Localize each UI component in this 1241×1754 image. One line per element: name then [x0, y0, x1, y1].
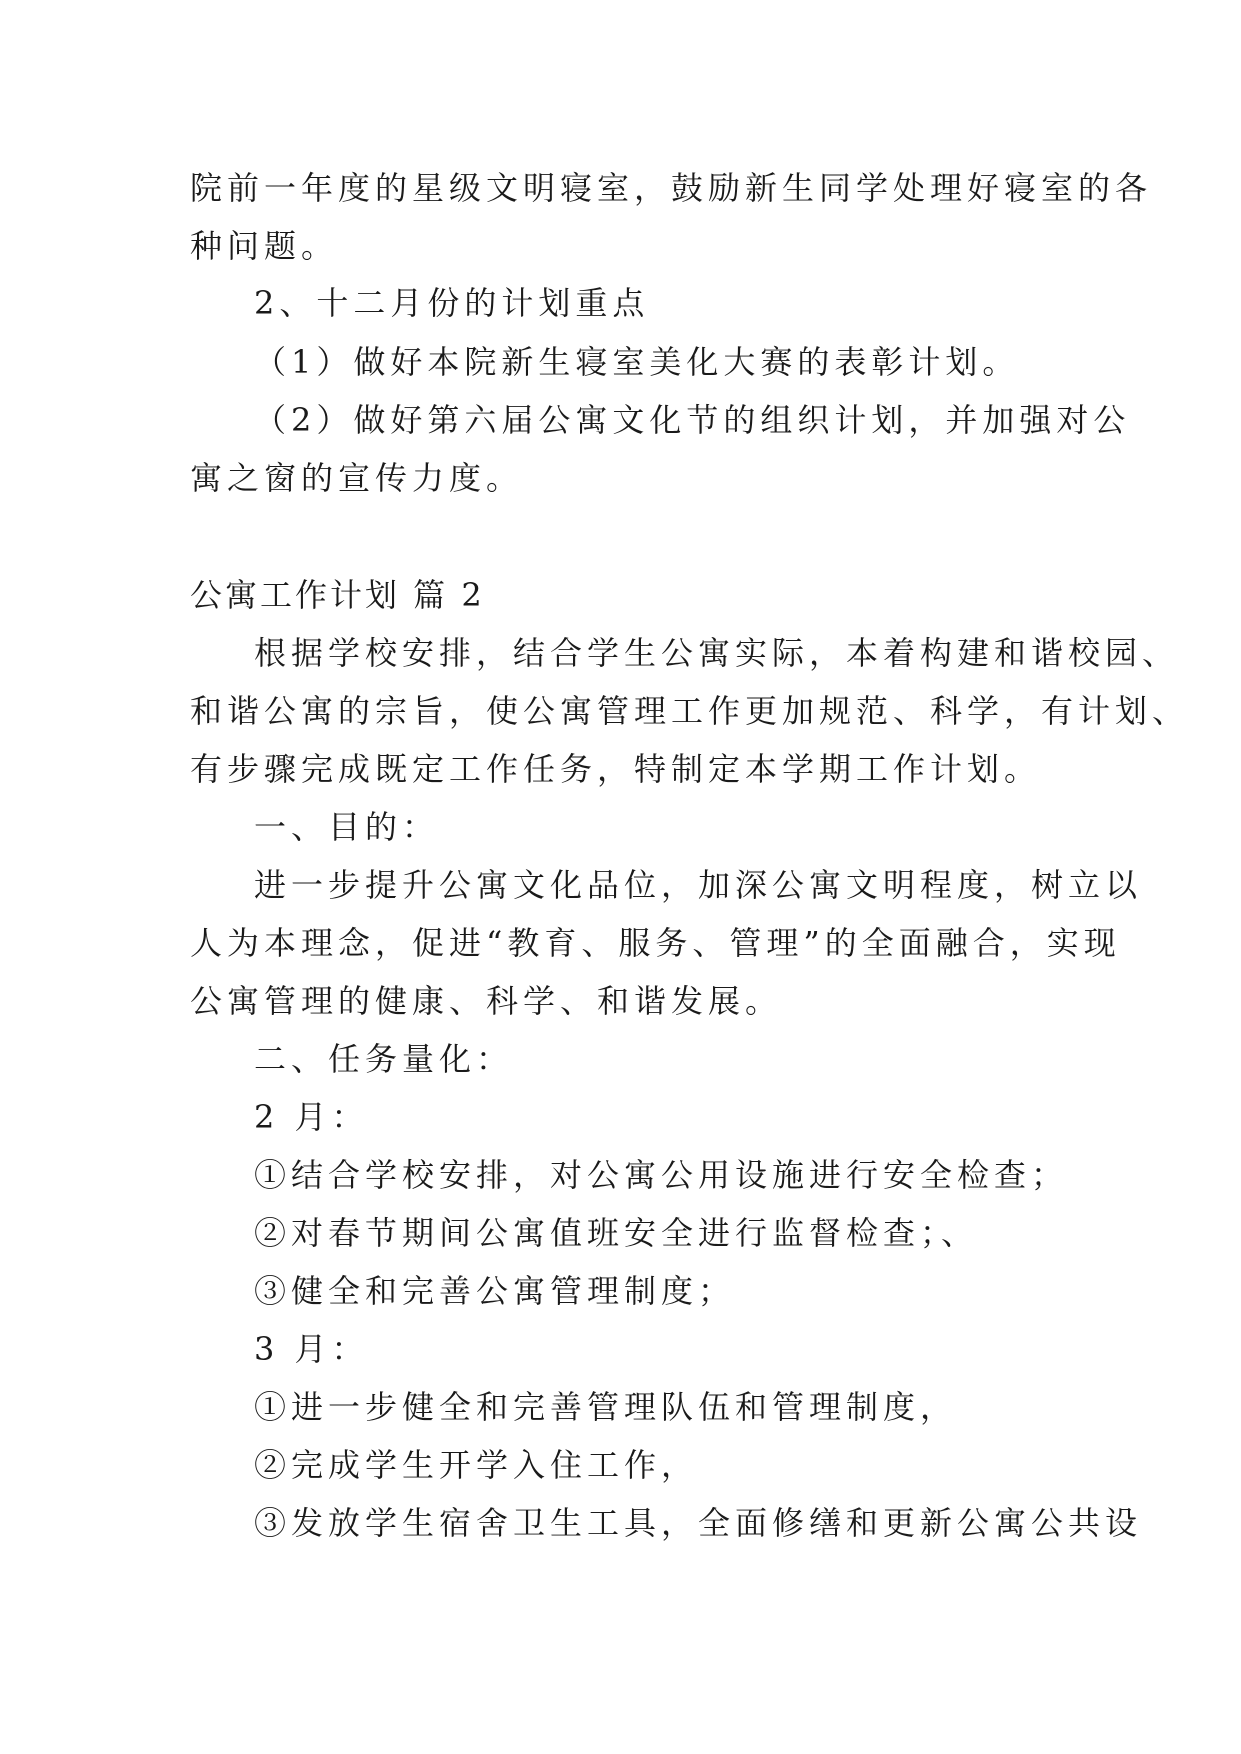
list-item: ③发放学生宿舍卫生工具，全面修缮和更新公寓公共设	[254, 1504, 1143, 1542]
paragraph-line: 人为本理念，促进“教育、服务、管理”的全面融合，实现	[190, 924, 1121, 962]
list-item: （2）做好第六届公寓文化节的组织计划，并加强对公	[254, 401, 1131, 439]
section-heading: 二、任务量化：	[254, 1040, 514, 1078]
month-label: 2 月：	[254, 1098, 369, 1136]
paragraph-line: 公寓管理的健康、科学、和谐发展。	[190, 982, 783, 1020]
paragraph-line: 有步骤完成既定工作任务，特制定本学期工作计划。	[190, 750, 1042, 788]
list-item: （1）做好本院新生寝室美化大赛的表彰计划。	[254, 343, 1020, 381]
section-heading: 一、目的：	[254, 808, 440, 846]
list-item: ②对春节期间公寓值班安全进行监督检查；、	[254, 1214, 979, 1252]
section-title: 公寓工作计划 篇 2	[190, 576, 485, 614]
paragraph-line: 进一步提升公寓文化品位，加深公寓文明程度，树立以	[254, 866, 1143, 904]
paragraph-line: 和谐公寓的宗旨，使公寓管理工作更加规范、科学，有计划、	[190, 692, 1190, 730]
paragraph-line: 寓之窗的宣传力度。	[190, 459, 524, 497]
paragraph-line: 种问题。	[190, 227, 339, 265]
list-item: ③健全和完善公寓管理制度；	[254, 1272, 736, 1310]
list-item: ①进一步健全和完善管理队伍和管理制度，	[254, 1388, 958, 1426]
month-label: 3 月：	[254, 1330, 369, 1368]
list-item: ①结合学校安排，对公寓公用设施进行安全检查；	[254, 1156, 1069, 1194]
paragraph-line: 院前一年度的星级文明寝室，鼓励新生同学处理好寝室的各	[190, 169, 1153, 207]
list-item: ②完成学生开学入住工作，	[254, 1446, 699, 1484]
section-item: 2、十二月份的计划重点	[254, 284, 650, 322]
paragraph-line: 根据学校安排，结合学生公寓实际，本着构建和谐校园、	[254, 634, 1180, 672]
